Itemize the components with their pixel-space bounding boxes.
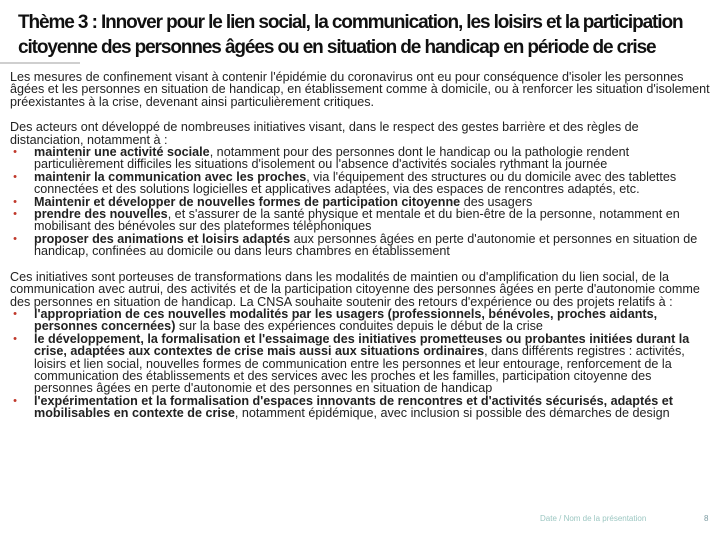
list-item-bold: prendre des nouvelles: [34, 207, 168, 222]
list-item: [10, 171, 710, 196]
list-item-bold: l'appropriation de ces nouvelles modalités par les usagers (professionnels, bénévoles, proches aidants, personnes concernées): [34, 306, 658, 334]
list-item-text: , et s'assurer de la santé physique et mentale et du bien-être de la personne, notamment en mobilisant des bénévoles sur des plateformes téléphoniques: [34, 207, 680, 234]
list-item-text: des usagers: [460, 194, 533, 209]
intro-paragraph: Les mesures de confinement visant à contenir l'épidémie du coronavirus ont eu pour conséquence d'isoler les personnes âgées et les personnes en situation de handicap, en établissement comme à domicile, ou à renforcer les situation d'isolement préexistantes à la crise, devenant ainsi particulièrement critiques.: [10, 70, 710, 109]
transformations-section: [10, 271, 710, 420]
bullet-icon: •: [13, 195, 17, 208]
list-item-text: aux personnes âgées en perte d'autonomie et personnes en situation de handicap, confinées au domicile ou dans leurs chambres en établissement: [34, 231, 698, 259]
list-item: [10, 333, 710, 395]
bullet-icon: •: [13, 232, 17, 245]
bullet-icon: •: [13, 394, 17, 407]
section-spacer: [10, 258, 710, 271]
initiatives-lead: Des acteurs ont développé de nombreuses initiatives visant, dans le respect des gestes barrière et des règles de distanciation, notamment à :: [10, 120, 639, 147]
title-line-1: Thème 3 : Innover pour le lien social, la communication, les loisirs et la participation: [18, 12, 683, 33]
bullet-icon: •: [13, 208, 17, 221]
transformations-lead: Ces initiatives sont porteuses de transformations dans les modalités de maintien ou d'amplification du lien social, de la communication avec autrui, des activités et de la participation citoyenne des personnes âgées en perte d'autonomie comme des personnes en situation de handicap. La CNSA souhaite soutenir des retours d'expérience ou des projets relatifs à :: [10, 269, 700, 309]
initiatives-section: [10, 121, 710, 257]
list-item-bold: maintenir une activité sociale: [34, 145, 210, 160]
list-item-text: , via l'équipement des structures ou du domicile avec des tablettes connectées et des solutions logicielles et applicatives adaptées, via des espaces de rencontres adaptés, etc.: [34, 169, 677, 197]
list-item-text: , dans différents registres : activités, loisirs et lien social, nouvelles formes de communication entre les personnes et leur entourage, renforcement de la communication des établissements et des services avec les proches et les familles, participation citoyenne des personnes âgées en perte d'autonomie et des personnes en situation de handicap: [34, 344, 685, 396]
list-item-bold: le développement, la formalisation et l'essaimage des initiatives prometteuses ou probantes initiées durant la crise, adaptées aux contextes de crise mais aussi aux situations ordinaires: [34, 331, 690, 359]
bullet-icon: •: [13, 332, 17, 345]
transformations-list: [10, 308, 710, 420]
list-item: [10, 208, 710, 233]
list-item-bold: maintenir la communication avec les proches: [34, 169, 307, 184]
list-item: [10, 146, 710, 171]
list-item-bold: proposer des animations et loisirs adaptés: [34, 231, 291, 246]
page-number: 8: [704, 514, 709, 523]
footer-text: Date / Nom de la présentation: [540, 514, 647, 523]
list-item-bold: l'expérimentation et la formalisation d'espaces innovants de rencontres et d'activités sécurisés, adaptés et mobilisables en contexte de crise: [34, 393, 673, 421]
title-divider: [0, 62, 80, 64]
list-item-text: sur la base des expériences conduites depuis le début de la crise: [175, 319, 543, 334]
list-item: [10, 395, 710, 420]
list-item: [10, 308, 710, 333]
bullet-icon: •: [13, 307, 17, 320]
initiatives-list: [10, 146, 710, 258]
slide-title: [18, 10, 708, 60]
list-item-text: , notamment pour des personnes dont le handicap ou la pathologie rendent particulièrement difficiles les situations d'isolement ou l'absence d'activités sociales rythmant la journée: [34, 145, 630, 172]
slide-body: [10, 71, 710, 420]
bullet-icon: •: [13, 170, 17, 183]
list-item-bold: Maintenir et développer de nouvelles formes de participation citoyenne: [34, 194, 461, 209]
bullet-icon: •: [13, 146, 17, 159]
list-item: [10, 233, 710, 258]
title-line-2: citoyenne des personnes âgées ou en situation de handicap en période de crise: [18, 37, 656, 58]
list-item-text: , notamment épidémique, avec inclusion si possible des démarches de design: [234, 406, 670, 421]
